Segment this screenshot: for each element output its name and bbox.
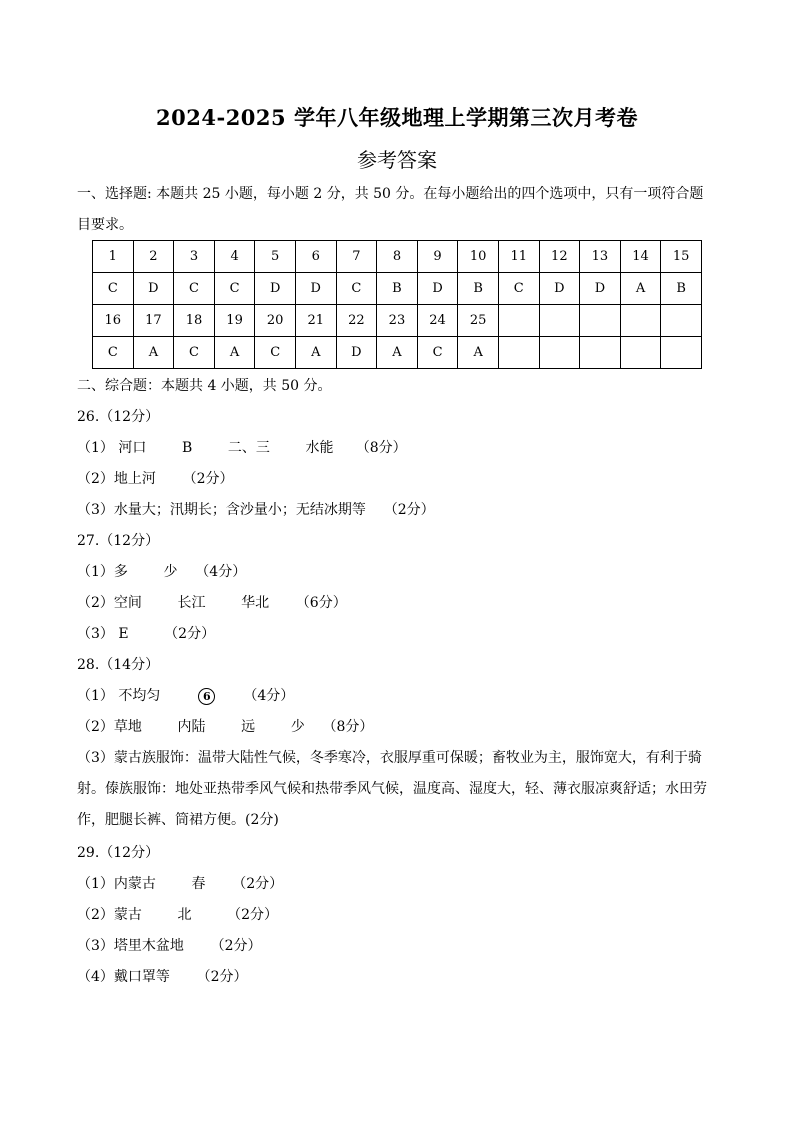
answer-table-cell	[539, 337, 580, 369]
q26-answer-1: （1） 河口 B 二、三 水能 （8分）	[77, 440, 407, 456]
answer-table-cell: C	[174, 337, 215, 369]
answer-table-cell	[661, 305, 702, 337]
q28-answer-3: （3）蒙古族服饰：温带大陆性气候，冬季寒冷，衣服厚重可保暖；畜牧业为主，服饰宽大，有利于骑射。傣族服饰：地处亚热带季风气候和热带季风气候，温度高、湿度大，轻、薄衣服凉爽舒适；水田劳作，肥腿长裤、筒裙方便。(2分)	[77, 750, 707, 828]
answer-table-cell: C	[93, 273, 134, 305]
answer-table-cell: 7	[336, 241, 377, 273]
answer-table-cell: 9	[417, 241, 458, 273]
section2-heading: 二、综合题：本题共 4 小题，共 50 分。	[77, 378, 332, 394]
answer-table-cell: 17	[133, 305, 174, 337]
q28-answer-1-text: （1） 不均匀	[77, 688, 161, 704]
answer-table-cell: D	[133, 273, 174, 305]
answer-table-cell: 2	[133, 241, 174, 273]
answer-table-cell	[539, 305, 580, 337]
answer-table-cell: C	[93, 337, 134, 369]
answer-table-cell	[580, 337, 621, 369]
q26-answer-3: （3）水量大；汛期长；含沙量小；无结冰期等 （2分）	[77, 502, 435, 518]
circled-number-icon: 6	[198, 688, 215, 705]
answer-table-cell: 15	[661, 241, 702, 273]
answer-table-cell	[620, 305, 661, 337]
answer-table-cell: 23	[377, 305, 418, 337]
q28-answer-1	[77, 686, 294, 706]
answer-table-cell: 6	[295, 241, 336, 273]
answer-table-cell: A	[620, 273, 661, 305]
answer-table-cell: 19	[214, 305, 255, 337]
answer-table-cell: 16	[93, 305, 134, 337]
answer-table-cell: C	[214, 273, 255, 305]
answer-table-cell: 13	[580, 241, 621, 273]
answer-table-cell: C	[255, 337, 296, 369]
answer-table-cell: 10	[458, 241, 499, 273]
answer-table-cell: A	[214, 337, 255, 369]
answer-table-cell	[580, 305, 621, 337]
q27-heading: 27.（12分）	[77, 533, 160, 549]
answer-table-cell: 1	[93, 241, 134, 273]
answer-table-cell: C	[336, 273, 377, 305]
q26-answer-2: （2）地上河 （2分）	[77, 471, 234, 487]
section1-instruction-line1: 一、选择题: 本题共 25 小题，每小题 2 分，共 50 分。在每小题给出的四个选项中，只有一项符合题	[77, 186, 704, 202]
document-title: 2024-2025 学年八年级地理上学期第三次月考卷	[156, 105, 638, 130]
answer-table-cell: 20	[255, 305, 296, 337]
q28-answer-2: （2）草地 内陆 远 少 （8分）	[77, 719, 374, 735]
answer-table	[92, 240, 702, 369]
answer-table-cell: B	[661, 273, 702, 305]
q27-answer-2: （2）空间 长江 华北 （6分）	[77, 595, 347, 611]
answer-table-cell	[498, 337, 539, 369]
answer-table-row	[93, 273, 702, 305]
answer-table-row	[93, 337, 702, 369]
answer-table-cell: C	[417, 337, 458, 369]
q29-heading: 29.（12分）	[77, 845, 160, 861]
answer-table-cell: 14	[620, 241, 661, 273]
answer-table-cell: 11	[498, 241, 539, 273]
answer-table-cell: D	[255, 273, 296, 305]
answer-table-cell: D	[580, 273, 621, 305]
answer-table-cell: 25	[458, 305, 499, 337]
answer-table-cell: A	[133, 337, 174, 369]
answer-table-cell: A	[377, 337, 418, 369]
answer-table-cell: D	[336, 337, 377, 369]
answer-table-cell	[498, 305, 539, 337]
q29-answer-1: （1）内蒙古 春 （2分）	[77, 876, 284, 892]
answer-table-cell: 4	[214, 241, 255, 273]
q26-heading: 26.（12分）	[77, 409, 160, 425]
answer-table-cell: D	[417, 273, 458, 305]
answer-table-cell: 5	[255, 241, 296, 273]
q29-answer-4: （4）戴口罩等 （2分）	[77, 969, 248, 985]
answer-table-cell: 22	[336, 305, 377, 337]
answer-table-cell: 21	[295, 305, 336, 337]
q29-answer-2: （2）蒙古 北 （2分）	[77, 907, 279, 923]
answer-table-cell	[661, 337, 702, 369]
q29-answer-3: （3）塔里木盆地 （2分）	[77, 938, 262, 954]
answer-table-cell: 18	[174, 305, 215, 337]
answer-table-cell: A	[295, 337, 336, 369]
answer-table-cell: 24	[417, 305, 458, 337]
q28-answer-1-score: （4分）	[243, 688, 295, 704]
answer-table-cell: C	[174, 273, 215, 305]
document-subtitle: 参考答案	[357, 148, 437, 172]
answer-table-cell: D	[295, 273, 336, 305]
answer-table-cell: D	[539, 273, 580, 305]
answer-table-cell	[620, 337, 661, 369]
answer-table-cell: C	[498, 273, 539, 305]
q28-heading: 28.（14分）	[77, 657, 160, 673]
section1-instruction-line2: 目要求。	[77, 217, 133, 233]
answer-table-cell: 3	[174, 241, 215, 273]
q27-answer-3: （3） E （2分）	[77, 626, 216, 642]
answer-table-cell: 12	[539, 241, 580, 273]
q27-answer-1: （1）多 少 （4分）	[77, 564, 247, 580]
answer-table-row	[93, 305, 702, 337]
answer-table-cell: B	[458, 273, 499, 305]
answer-table-row	[93, 241, 702, 273]
answer-table-cell: A	[458, 337, 499, 369]
answer-table-cell: 8	[377, 241, 418, 273]
answer-table-cell: B	[377, 273, 418, 305]
